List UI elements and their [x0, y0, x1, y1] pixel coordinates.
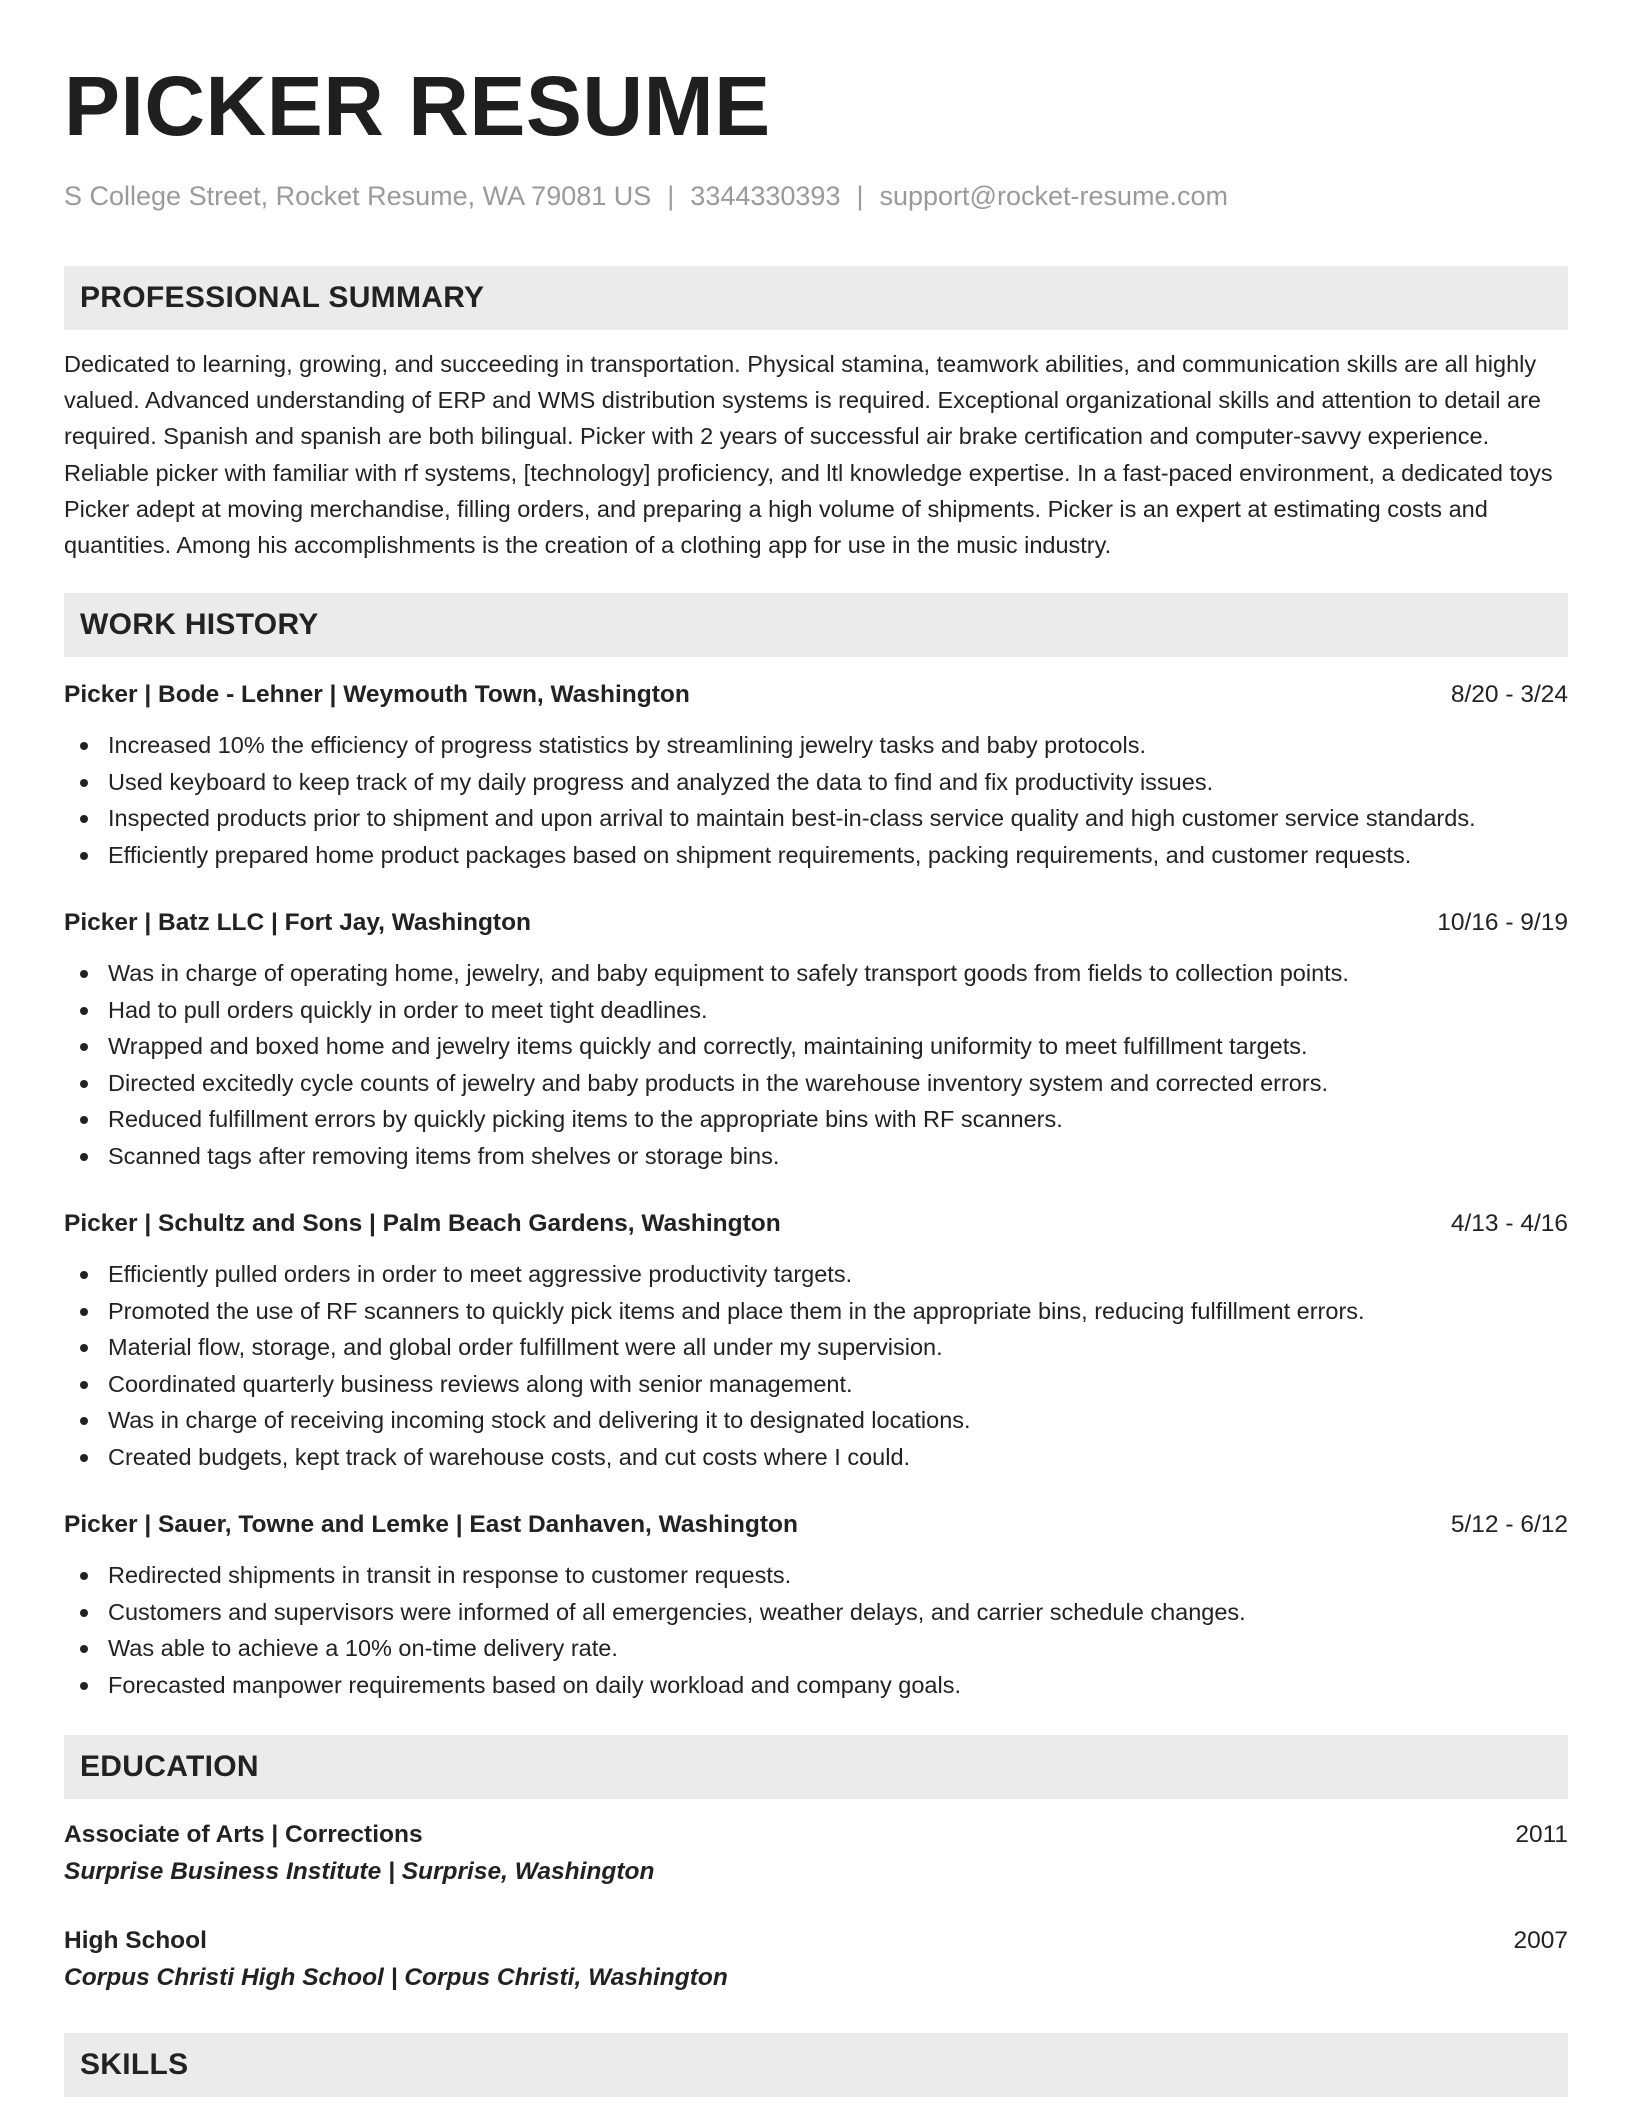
job-bullet-text: Scanned tags after removing items from shelves or storage bins. — [108, 1142, 780, 1169]
job-bullet-text: Increased 10% the efficiency of progress statistics by streamlining jewelry tasks and baby protocols. — [108, 732, 1146, 759]
job-bullet-text: Promoted the use of RF scanners to quickly pick items and place them in the appropriate bins, reducing fulfillment errors. — [108, 1297, 1365, 1324]
contact-phone: 3344330393 — [690, 181, 841, 211]
skills-section-header: SKILLS — [64, 2033, 1568, 2097]
job-bullet — [64, 1366, 1568, 1403]
job-bullet-text: Was in charge of operating home, jewelry, and baby equipment to safely transport goods from fields to collection points. — [108, 960, 1349, 987]
summary-section-header: PROFESSIONAL SUMMARY — [64, 266, 1568, 330]
job-bullet — [64, 955, 1568, 992]
job-dates: 10/16 - 9/19 — [1437, 909, 1568, 937]
job-dates: 4/13 - 4/16 — [1450, 1210, 1568, 1238]
job-bullet — [64, 1101, 1568, 1138]
job-bullet-text: Forecasted manpower requirements based on daily workload and company goals. — [108, 1671, 961, 1698]
contact-separator: | — [667, 181, 675, 211]
bullet-dot — [80, 852, 88, 860]
job-bullet — [64, 1329, 1568, 1366]
job-bullets — [64, 727, 1568, 873]
education-entry — [64, 1923, 1568, 1997]
summary-text: Dedicated to learning, growing, and succeeding in transportation. Physical stamina, teamwork abilities, and communication skills are all highly valued. Advanced understanding of ERP and WMS distribution systems is required. Exceptional organizational skills and attention to detail are required. Spanish and spanish are both bilingual. Picker with 2 years of successful air brake certification and computer-savvy experience. Reliable picker with familiar with rf systems, [technology] proficiency, and ltl knowledge expertise. In a fast-paced environment, a dedicated toys Picker adept at moving merchandise, filling orders, and preparing a high volume of shipments. Picker is an expert at estimating costs and quantities. Among his accomplishments is the creation of a clothing app for use in the music industry. — [64, 351, 1553, 559]
bullet-dot — [80, 1454, 88, 1462]
job-bullet — [64, 1138, 1568, 1175]
job-title: Picker | Schultz and Sons | Palm Beach Gardens, Washington — [64, 1210, 781, 1238]
bullet-dot — [80, 1417, 88, 1425]
bullet-dot — [80, 1153, 88, 1161]
bullet-dot — [80, 1007, 88, 1015]
job-bullet-text: Efficiently prepared home product packages based on shipment requirements, packing requirements, and customer requests. — [108, 841, 1412, 868]
job-bullet — [64, 837, 1568, 874]
bullet-dot — [80, 1572, 88, 1580]
contact-address: S College Street, Rocket Resume, WA 79081 US — [64, 181, 652, 211]
education-degree: High School — [64, 1927, 207, 1955]
job-bullet — [64, 1667, 1568, 1704]
job-bullet-text: Was able to achieve a 10% on-time delivery rate. — [108, 1635, 618, 1662]
job-entry — [64, 1507, 1568, 1703]
bullet-dot — [80, 1271, 88, 1279]
job-title: Picker | Sauer, Towne and Lemke | East Danhaven, Washington — [64, 1511, 798, 1539]
bullet-dot — [80, 1308, 88, 1316]
job-bullet — [64, 800, 1568, 837]
job-bullets — [64, 1256, 1568, 1475]
job-bullet — [64, 1402, 1568, 1439]
job-bullet — [64, 1256, 1568, 1293]
job-bullet-text: Used keyboard to keep track of my daily progress and analyzed the data to find and fix productivity issues. — [108, 768, 1214, 795]
job-dates: 8/20 - 3/24 — [1450, 681, 1568, 709]
contact-email: support@rocket-resume.com — [879, 181, 1229, 211]
job-title: Picker | Bode - Lehner | Weymouth Town, Washington — [64, 681, 690, 709]
job-bullet-text: Wrapped and boxed home and jewelry items quickly and correctly, maintaining uniformity to meet fulfillment targets. — [108, 1033, 1308, 1060]
job-bullet-text: Was in charge of receiving incoming stock and delivering it to designated locations. — [108, 1407, 971, 1434]
job-bullet — [64, 992, 1568, 1029]
job-bullet-text: Created budgets, kept track of warehouse costs, and cut costs where I could. — [108, 1443, 911, 1470]
bullet-dot — [80, 1645, 88, 1653]
bullet-dot — [80, 1043, 88, 1051]
job-header — [64, 905, 1568, 941]
job-header — [64, 1206, 1568, 1242]
job-bullet — [64, 1293, 1568, 1330]
job-bullets — [64, 1557, 1568, 1703]
bullet-dot — [80, 970, 88, 978]
education-year: 2011 — [1515, 1821, 1568, 1849]
job-header — [64, 1507, 1568, 1543]
bullet-dot — [80, 779, 88, 787]
bullet-dot — [80, 1116, 88, 1124]
job-bullet — [64, 764, 1568, 801]
job-bullet-text: Coordinated quarterly business reviews along with senior management. — [108, 1370, 853, 1397]
job-bullet-text: Had to pull orders quickly in order to meet tight deadlines. — [108, 996, 708, 1023]
education-degree: Associate of Arts | Corrections — [64, 1821, 423, 1849]
job-title: Picker | Batz LLC | Fort Jay, Washington — [64, 909, 532, 937]
bullet-dot — [80, 742, 88, 750]
job-bullet — [64, 727, 1568, 764]
job-bullet-text: Efficiently pulled orders in order to meet aggressive productivity targets. — [108, 1261, 853, 1288]
job-entry — [64, 677, 1568, 873]
job-bullet-text: Redirected shipments in transit in response to customer requests. — [108, 1562, 792, 1589]
education-entry — [64, 1817, 1568, 1891]
job-bullet-text: Inspected products prior to shipment and upon arrival to maintain best-in-class service quality and high customer service standards. — [108, 805, 1476, 832]
job-bullets — [64, 955, 1568, 1174]
job-entry — [64, 1206, 1568, 1475]
job-bullet — [64, 1439, 1568, 1476]
bullet-dot — [80, 1609, 88, 1617]
education-header — [64, 1923, 1568, 1959]
job-bullet-text: Material flow, storage, and global order fulfillment were all under my supervision. — [108, 1334, 943, 1361]
contact-separator: | — [856, 181, 864, 211]
job-bullet-text: Directed excitedly cycle counts of jewelry and baby products in the warehouse inventory system and corrected errors. — [108, 1069, 1328, 1096]
bullet-dot — [80, 1381, 88, 1389]
job-dates: 5/12 - 6/12 — [1450, 1511, 1568, 1539]
job-bullet — [64, 1065, 1568, 1102]
job-bullet — [64, 1557, 1568, 1594]
job-header — [64, 677, 1568, 713]
bullet-dot — [80, 1682, 88, 1690]
job-bullet-text: Customers and supervisors were informed of all emergencies, weather delays, and carrier schedule changes. — [108, 1598, 1246, 1625]
bullet-dot — [80, 1080, 88, 1088]
job-bullet — [64, 1028, 1568, 1065]
job-bullet — [64, 1594, 1568, 1631]
resume-name: PICKER RESUME — [64, 59, 771, 153]
work-history-section-header: WORK HISTORY — [64, 593, 1568, 657]
job-entry — [64, 905, 1568, 1174]
job-bullet — [64, 1630, 1568, 1667]
education-school: Surprise Business Institute | Surprise, Washington — [64, 1858, 655, 1886]
education-header — [64, 1817, 1568, 1853]
education-year: 2007 — [1513, 1927, 1568, 1955]
education-school: Corpus Christi High School | Corpus Christi, Washington — [64, 1964, 728, 1992]
contact-line — [64, 178, 1568, 214]
bullet-dot — [80, 1344, 88, 1352]
bullet-dot — [80, 815, 88, 823]
job-bullet-text: Reduced fulfillment errors by quickly picking items to the appropriate bins with RF scanners. — [108, 1106, 1063, 1133]
education-section-header: EDUCATION — [64, 1735, 1568, 1799]
